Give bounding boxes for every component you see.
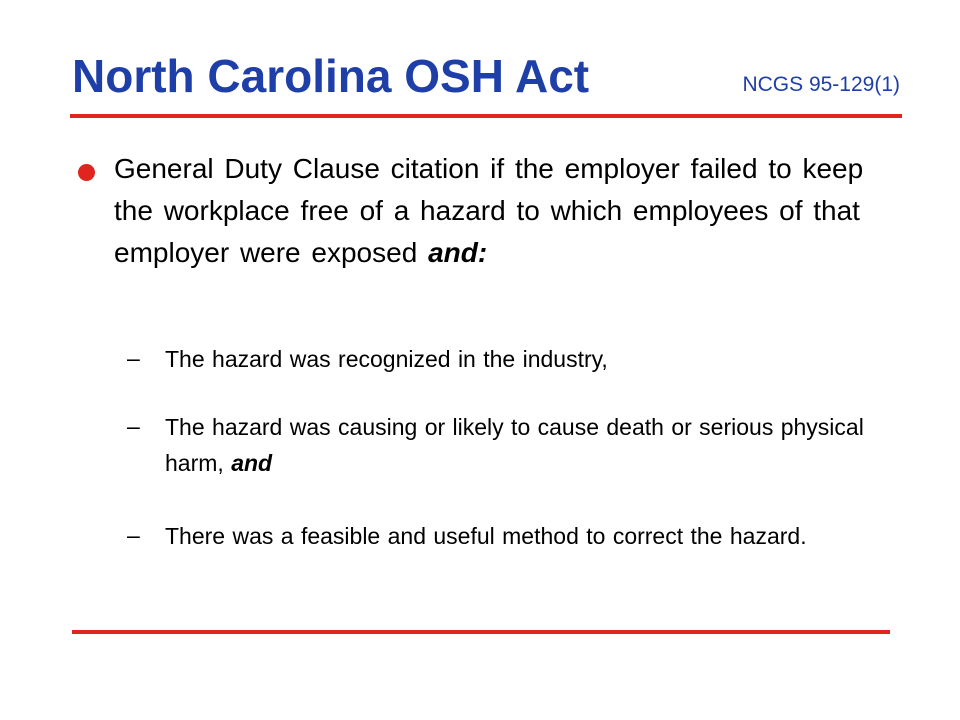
sub-bullet-body: The hazard was causing or likely to cause death or serious physical harm,	[165, 414, 864, 476]
top-divider	[70, 114, 902, 118]
sub-bullet-text	[165, 518, 900, 554]
sub-bullet-body: There was a feasible and useful method to correct the hazard.	[165, 523, 807, 549]
sub-bullet	[115, 518, 905, 554]
main-bullet-body: General Duty Clause citation if the employer failed to keep the workplace free of a hazard to which employees of that employer were exposed	[114, 153, 864, 268]
slide-title: North Carolina OSH Act	[72, 50, 590, 102]
bullet-dot-icon	[78, 164, 95, 181]
main-bullet-text	[114, 148, 874, 274]
main-bullet-emphasis: and:	[428, 237, 488, 268]
sub-bullet-body: The hazard was recognized in the industry,	[165, 346, 608, 372]
dash-icon: –	[127, 522, 140, 548]
sub-bullet-text	[165, 341, 900, 377]
bottom-divider	[72, 630, 890, 634]
sub-bullet-text	[165, 409, 900, 481]
sub-bullet-emphasis: and	[231, 450, 273, 476]
sub-bullet	[115, 409, 905, 481]
dash-icon: –	[127, 345, 140, 371]
statute-reference: NCGS 95-129(1)	[742, 73, 900, 96]
main-bullet	[72, 148, 872, 274]
dash-icon: –	[127, 413, 140, 439]
sub-bullet	[115, 341, 905, 377]
